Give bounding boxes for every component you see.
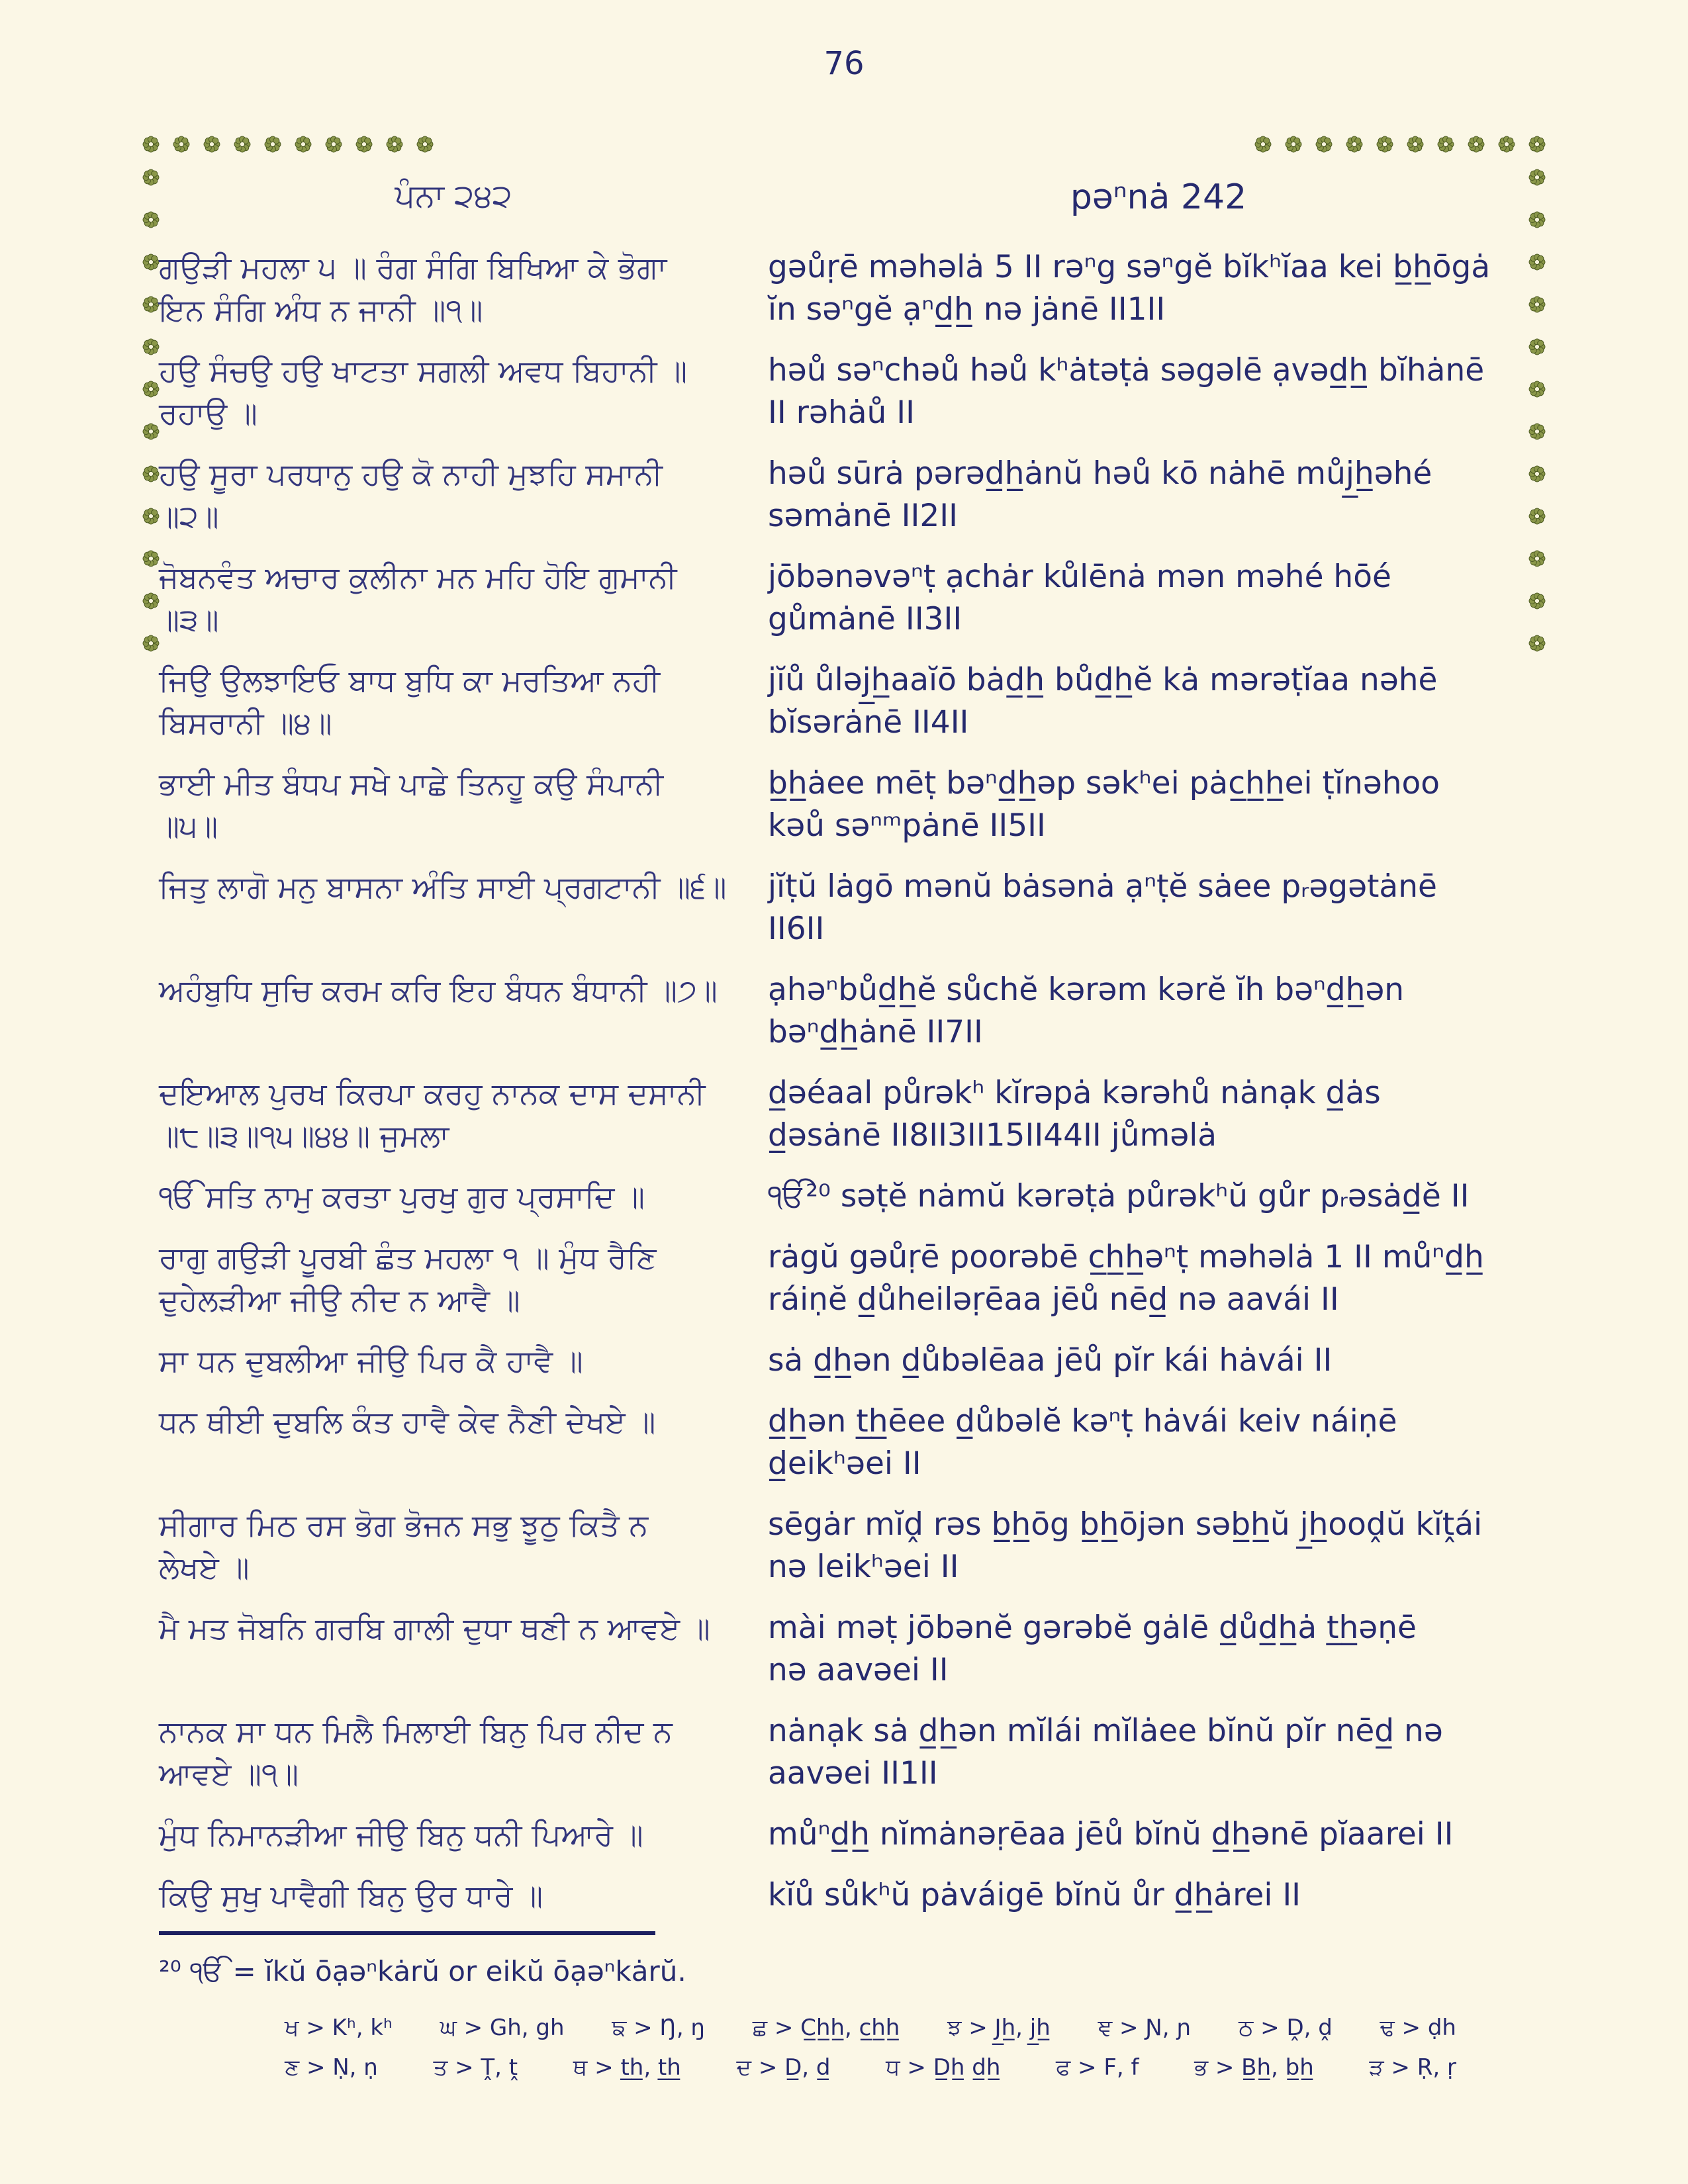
translit-line: səmȧnē II2II <box>768 498 958 534</box>
translit-line: bəⁿd̲h̲ȧnē II7II <box>768 1014 983 1050</box>
gurmukhi-cell <box>159 1874 748 1917</box>
key-cell: ਛ > C̲h̲h̲, c̲h̲h̲ <box>752 2015 900 2041</box>
gurmukhi-cell <box>159 1504 748 1588</box>
flower-icon <box>142 169 160 186</box>
key-cell: ਭ > B̲h̲, b̲h̲ <box>1194 2054 1314 2081</box>
verse-row <box>159 1072 1549 1157</box>
page-headings <box>159 177 1549 217</box>
gurmukhi-cell <box>159 349 748 434</box>
gurmukhi-cell <box>159 659 748 744</box>
flower-border-left-column <box>142 169 160 652</box>
gurmukhi-line: ॥੫॥ <box>159 808 218 844</box>
flower-icon <box>203 136 220 153</box>
key-cell: ਤ > Ṱ, ṱ <box>433 2054 518 2081</box>
translit-line: nə leikʰəei II <box>768 1549 959 1585</box>
gurmukhi-line: ਸਾ ਧਨ ਦੁਬਲੀਆ ਜੀਉ ਪਿਰ ਕੈ ਹਾਵੈ ॥ <box>159 1343 583 1379</box>
key-cell: ਥ > t̲h̲, t̲h̲ <box>573 2054 681 2081</box>
translit-line: ạhəⁿbůd̲h̲ĕ sůchĕ kərəm kərĕ ĭh bəⁿd̲h̲ən <box>768 972 1405 1008</box>
flower-icon <box>142 423 160 440</box>
verse-row <box>159 1874 1549 1917</box>
flower-icon <box>325 136 342 153</box>
flower-icon <box>142 253 160 271</box>
translit-cell <box>768 762 1549 847</box>
translit-cell <box>768 1874 1549 1917</box>
translit-cell <box>768 1607 1549 1692</box>
translit-line: d̲h̲ən t̲h̲ēee d̲ůbəlĕ kəⁿṭ hȧvái keiv náiṇē <box>768 1403 1397 1439</box>
translit-line: nȧnạk sȧ d̲h̲ən mĭlái mĭlȧee bĭnŭ pĭr nēd̲ nə <box>768 1713 1443 1749</box>
flower-border-top-left-row <box>142 136 434 153</box>
gurmukhi-cell <box>159 969 748 1011</box>
verse-row <box>159 1340 1549 1382</box>
key-cell: ਣ > Ṇ, ṇ <box>285 2054 378 2081</box>
flower-icon <box>234 136 251 153</box>
footnote-section <box>159 1931 1549 2094</box>
gurmukhi-line: ॥੮॥੩॥੧੫॥੪੪॥ ਜੁਮਲਾ <box>159 1118 449 1154</box>
gurmukhi-line: ਹਉ ਸੂਰਾ ਪਰਧਾਨੁ ਹਉ ਕੋ ਨਾਹੀ ਮੁਝਹਿ ਸਮਾਨੀ <box>159 456 663 492</box>
verse-row <box>159 1175 1549 1218</box>
gurmukhi-line: ਧਨ ਥੀਈ ਦੁਬਲਿ ਕੰਤ ਹਾਵੈ ਕੇਵ ਨੈਣੀ ਦੇਖਏ ॥ <box>159 1404 656 1439</box>
translit-cell <box>768 349 1549 434</box>
verse-row <box>159 246 1549 331</box>
verse-row <box>159 1400 1549 1485</box>
footnote-divider <box>159 1931 655 1935</box>
translit-line: həů sūrȧ pərəd̲h̲ȧnŭ həů kō nȧhē můj̲h̲əhé <box>768 455 1432 492</box>
translit-line: jĭů ůləj̲h̲aaĭō bȧd̲h̲ bůd̲h̲ĕ kȧ mərəṭĭaa nəhē <box>768 662 1438 698</box>
flower-icon <box>142 465 160 482</box>
gurmukhi-line: ਭਾਈ ਮੀਤ ਬੰਧਪ ਸਖੇ ਪਾਛੇ ਤਿਨਹੂ ਕਉ ਸੰਪਾਨੀ <box>159 766 664 801</box>
verse-row <box>159 659 1549 744</box>
verse-row <box>159 556 1549 641</box>
flower-icon <box>1498 136 1515 153</box>
gurmukhi-line: ਹਉ ਸੰਚਉ ਹਉ ਖਾਟਤਾ ਸਗਲੀ ਅਵਧ ਬਿਹਾਨੀ ॥ <box>159 353 688 388</box>
key-cell: ਢ > ḍh <box>1380 2015 1456 2041</box>
gurmukhi-cell <box>159 453 748 537</box>
translit-cell <box>768 1710 1549 1795</box>
translit-line: II6II <box>768 911 825 947</box>
gurmukhi-line: ਸੀਗਾਰ ਮਿਠ ਰਸ ਭੋਗ ਭੋਜਨ ਸਭੁ ਝੂਠੁ ਕਿਤੈ ਨ <box>159 1507 649 1543</box>
gurmukhi-line: ਮੈ ਮਤ ਜੋਬਨਿ ਗਰਬਿ ਗਾਲੀ ਦੁਧਾ ਥਣੀ ਨ ਆਵਏ ॥ <box>159 1610 710 1646</box>
translit-cell <box>768 1400 1549 1485</box>
gurmukhi-cell <box>159 1710 748 1795</box>
translit-cell <box>768 1340 1549 1382</box>
heading-transliteration: pəⁿnȧ 242 <box>1070 177 1247 217</box>
translit-cell <box>768 969 1549 1054</box>
flower-icon <box>1468 136 1485 153</box>
flower-icon <box>142 136 160 153</box>
key-cell: ਞ > Ɲ, ɲ <box>1098 2015 1192 2041</box>
gurmukhi-cell <box>159 246 748 331</box>
gurmukhi-line: ਜਿਉ ਉਲਝਾਇਓ ਬਾਧ ਬੁਧਿ ਕਾ ਮਰਤਿਆ ਨਹੀ <box>159 662 660 698</box>
gurmukhi-cell <box>159 1072 748 1157</box>
flower-icon <box>142 550 160 567</box>
translit-line: d̲əéaal půrəkʰ kĭrəpȧ kərəhů nȧnạk d̲ȧs <box>768 1075 1381 1111</box>
translit-cell <box>768 1236 1549 1321</box>
key-row <box>285 2015 1456 2041</box>
flower-icon <box>142 211 160 228</box>
flower-icon <box>1315 136 1333 153</box>
flower-icon <box>1437 136 1454 153</box>
flower-icon <box>142 635 160 652</box>
gurmukhi-cell <box>159 1340 748 1382</box>
translit-cell <box>768 659 1549 744</box>
translit-line: kəů səⁿᵐpȧnē II5II <box>768 807 1046 844</box>
translit-cell <box>768 866 1549 950</box>
gurmukhi-line: ੴ ਸਤਿ ਨਾਮੁ ਕਰਤਾ ਪੁਰਖੁ ਗੁਰ ਪ੍ਰਸਾਦਿ ॥ <box>159 1179 645 1214</box>
translit-line: nə aavəei II <box>768 1652 949 1688</box>
gurmukhi-line: ਬਿਸਰਾਨੀ ॥੪॥ <box>159 705 332 741</box>
gurmukhi-line: ਮੁੰਧ ਨਿਮਾਨੜੀਆ ਜੀਉ ਬਿਨੁ ਧਨੀ ਪਿਆਰੇ ॥ <box>159 1817 643 1852</box>
gurmukhi-cell <box>159 866 748 908</box>
translit-cell <box>768 556 1549 641</box>
translit-line: II rəhȧů II <box>768 394 915 431</box>
key-cell: ਫ > F, f <box>1056 2054 1139 2081</box>
flower-icon <box>142 296 160 313</box>
gurmukhi-cell <box>159 1813 748 1856</box>
gurmukhi-cell <box>159 1236 748 1321</box>
translit-line: kĭů sůkʰŭ pȧváigē bĭnŭ ůr d̲h̲ȧrei II <box>768 1877 1301 1913</box>
translit-line: můⁿd̲h̲ nĭmȧnəṛēaa jēů bĭnŭ d̲h̲ənē pĭaarei II <box>768 1816 1454 1852</box>
gurmukhi-cell <box>159 1175 748 1218</box>
gurmukhi-line: ॥੩॥ <box>159 602 219 637</box>
flower-icon <box>355 136 373 153</box>
flower-icon <box>1285 136 1302 153</box>
gurmukhi-line: ॥੨॥ <box>159 498 219 534</box>
key-cell: ਧ > D̲h̲ d̲h̲ <box>886 2054 1001 2081</box>
flower-icon <box>1528 136 1546 153</box>
flower-icon <box>416 136 434 153</box>
gurmukhi-line: ਗਉੜੀ ਮਹਲਾ ੫ ॥ ਰੰਗ ਸੰਗਿ ਬਿਖਿਆ ਕੇ ਭੋਗਾ <box>159 250 667 285</box>
translit-line: jōbənəvəⁿṭ ạchȧr kůlēnȧ mən məhé hōé <box>768 559 1391 595</box>
gurmukhi-line: ਆਵਏ ॥੧॥ <box>159 1756 299 1792</box>
key-cell: ਠ > Ḓ, ḓ <box>1239 2015 1333 2041</box>
transliteration-key-table <box>285 2015 1456 2081</box>
key-row <box>285 2054 1456 2081</box>
key-cell: ਖ > Kʰ, kʰ <box>285 2015 393 2041</box>
translit-cell <box>768 1072 1549 1157</box>
translit-line: mài məṭ jōbənĕ gərəbĕ gȧlē d̲ůd̲h̲ȧ t̲h̲əṇē <box>768 1610 1417 1646</box>
translit-line: d̲eikʰəei II <box>768 1445 921 1482</box>
verse-row <box>159 1813 1549 1856</box>
translit-line: həů səⁿchəů həů kʰȧtəṭȧ səgəlē ạvəd̲h̲ bĭhȧnē <box>768 352 1485 388</box>
verse-row <box>159 969 1549 1054</box>
translit-line: gəůṛē məhəlȧ 5 II rəⁿg səⁿgĕ bĭkʰĭaa kei b̲h̲ōgȧ <box>768 249 1491 285</box>
translit-line: aavəei II1II <box>768 1755 938 1792</box>
gurmukhi-line: ਜੋਬਨਵੰਤ ਅਚਾਰ ਕੁਲੀਨਾ ਮਨ ਮਹਿ ਹੋਇ ਗੁਮਾਨੀ <box>159 559 677 595</box>
translit-cell <box>768 246 1549 331</box>
key-cell: ੜ > Ṛ, ṛ <box>1369 2054 1456 2081</box>
gurmukhi-cell <box>159 556 748 641</box>
flower-icon <box>142 592 160 610</box>
gurmukhi-line: ਅਹੰਬੁਧਿ ਸੁਚਿ ਕਰਮ ਕਰਿ ਇਹ ਬੰਧਨ ਬੰਧਾਨੀ ॥੭॥ <box>159 972 718 1008</box>
verse-row <box>159 1607 1549 1692</box>
page-number: 76 <box>823 45 865 82</box>
flower-icon <box>142 381 160 398</box>
key-cell: ਙ > Ŋ, ŋ <box>612 2015 705 2041</box>
flower-border-top-right-row <box>1254 136 1546 153</box>
translit-line: d̲əsȧnē II8II3II15II44II jůməlȧ <box>768 1117 1217 1154</box>
translit-cell <box>768 1504 1549 1588</box>
gurmukhi-cell <box>159 1607 748 1649</box>
gurmukhi-line: ਜਿਤੁ ਲਾਗੋ ਮਨੁ ਬਾਸਨਾ ਅੰਤਿ ਸਾਈ ਪ੍ਰਗਟਾਨੀ ॥੬॥ <box>159 869 727 905</box>
translit-line: gůmȧnē II3II <box>768 601 962 637</box>
gurmukhi-cell <box>159 1400 748 1443</box>
gurmukhi-line: ਰਾਗੁ ਗਉੜੀ ਪੂਰਬੀ ਛੰਤ ਮਹਲਾ ੧ ॥ ਮੁੰਧ ਰੈਣਿ <box>159 1240 657 1275</box>
translit-line: rȧgŭ gəůṛē poorəbē c̲h̲h̲əⁿṭ məhəlȧ 1 II můⁿd̲h̲ <box>768 1239 1484 1275</box>
verse-row <box>159 1710 1549 1795</box>
translit-line: b̲h̲ȧee mēṭ bəⁿd̲h̲əp səkʰei pȧc̲h̲h̲ei ṭĭnəhoo <box>768 765 1440 801</box>
verse-row <box>159 453 1549 537</box>
translit-line: ráiṇĕ d̲ůheiləṛēaa jēů nēd̲ nə aavái II <box>768 1281 1339 1318</box>
flower-icon <box>1407 136 1424 153</box>
flower-icon <box>1376 136 1393 153</box>
flower-icon <box>386 136 403 153</box>
key-cell: ਦ > D̲, d̲ <box>736 2054 831 2081</box>
verses <box>159 246 1549 1935</box>
gurmukhi-cell <box>159 762 748 847</box>
translit-cell <box>768 453 1549 537</box>
translit-line: ੴ²⁰ səṭĕ nȧmŭ kərəṭȧ půrəkʰŭ gůr pᵣəsȧd̲ĕ II <box>768 1178 1470 1214</box>
flower-icon <box>1346 136 1363 153</box>
verse-row <box>159 349 1549 434</box>
heading-gurmukhi: ਪੰਨਾ ੨੪੨ <box>395 177 512 214</box>
gurmukhi-line: ਦਇਆਲ ਪੁਰਖ ਕਿਰਪਾ ਕਰਹੁ ਨਾਨਕ ਦਾਸ ਦਸਾਨੀ <box>159 1075 706 1111</box>
footnote-text: ²⁰ ੴ = ĭkŭ ōạəⁿkȧrŭ or eikŭ ōạəⁿkȧrŭ. <box>159 1955 686 1987</box>
key-cell: ਘ > Gh, gh <box>440 2015 565 2041</box>
translit-cell <box>768 1175 1549 1218</box>
verse-row <box>159 1504 1549 1588</box>
key-cell: ਝ > J̲h̲, j̲h̲ <box>947 2015 1051 2041</box>
gurmukhi-line: ਕਿਉ ਸੁਖੁ ਪਾਵੈਗੀ ਬਿਨੁ ਉਰ ਧਾਰੇ ॥ <box>159 1878 543 1913</box>
gurmukhi-line: ਲੇਖਏ ॥ <box>159 1549 250 1585</box>
translit-line: ĭn səⁿgĕ ạⁿd̲h̲ nə jȧnē II1II <box>768 291 1166 328</box>
gurmukhi-line: ਰਹਾਉ ॥ <box>159 395 258 431</box>
gurmukhi-line: ਨਾਨਕ ਸਾ ਧਨ ਮਿਲੈ ਮਿਲਾਈ ਬਿਨੁ ਪਿਰ ਨੀਦ ਨ <box>159 1713 673 1749</box>
flower-icon <box>1254 136 1272 153</box>
verse-row <box>159 1236 1549 1321</box>
translit-line: bĭsərȧnē II4II <box>768 704 969 741</box>
translit-cell <box>768 1813 1549 1856</box>
flower-icon <box>173 136 190 153</box>
translit-line: jĭṭŭ lȧgō mənŭ bȧsənȧ ạⁿṭĕ sȧee pᵣəgətȧnē <box>768 868 1437 905</box>
flower-icon <box>142 508 160 525</box>
translit-line: sēgȧr mĭḓ rəs b̲h̲ōg b̲h̲ōjən səb̲h̲ŭ j̲h̲ooḓŭ kĭṱái <box>768 1506 1483 1543</box>
flower-icon <box>142 338 160 355</box>
gurmukhi-line: ਦੁਹੇਲੜੀਆ ਜੀਉ ਨੀਦ ਨ ਆਵੈ ॥ <box>159 1282 520 1318</box>
verse-row <box>159 866 1549 950</box>
gurmukhi-line: ਇਨ ਸੰਗਿ ਅੰਧ ਨ ਜਾਨੀ ॥੧॥ <box>159 292 483 328</box>
flower-icon <box>264 136 281 153</box>
translit-line: sȧ d̲h̲ən d̲ůbəlēaa jēů pĭr kái hȧvái II <box>768 1342 1333 1379</box>
flower-icon <box>295 136 312 153</box>
verse-row <box>159 762 1549 847</box>
